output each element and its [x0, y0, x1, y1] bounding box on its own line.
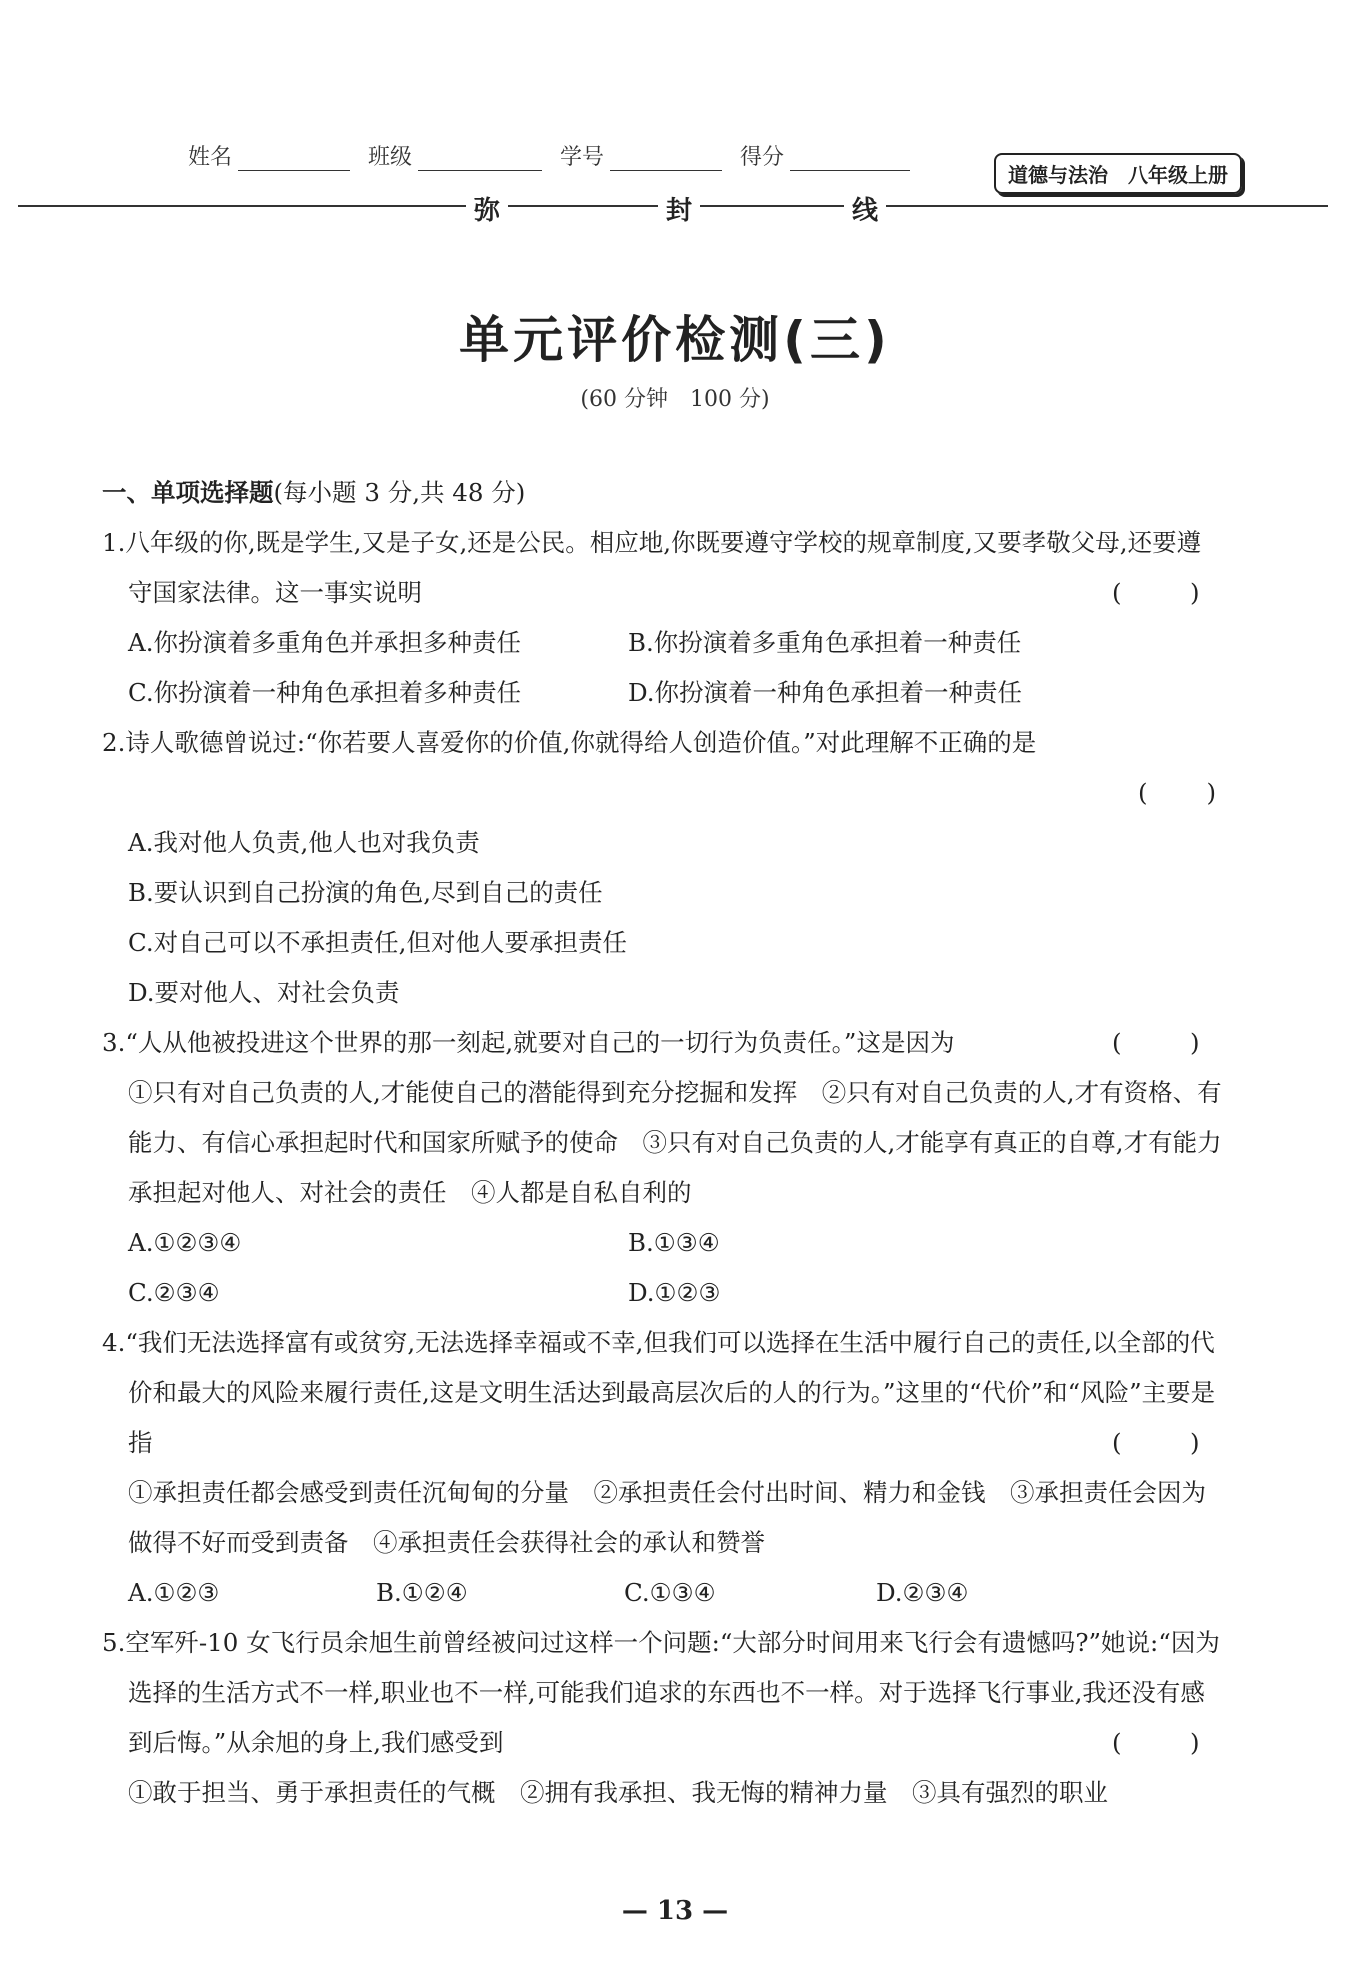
answer-blank[interactable]: [1138, 768, 1216, 818]
page-title: 单元评价检测(三): [459, 311, 891, 369]
page-number: — 13 —: [621, 1896, 729, 1926]
page-subtitle: (60 分钟 100 分): [580, 387, 770, 412]
answer-blank[interactable]: ( ): [1112, 1428, 1200, 1457]
question-4-text: 4.“我们无法选择富有或贫穷,无法选择幸福或不幸,但我们可以选择在生活中履行自己的责任,以全部的代价和最大的风险来履行责任,这是文明生活达到最高层次后的人的行为。”这里的“代价”和“风险”主要是指: [102, 1328, 1216, 1457]
question-2: [102, 718, 1222, 1018]
question-2-stem: [102, 718, 1222, 768]
name-label: 姓名: [188, 145, 233, 170]
question-4: [102, 1318, 1222, 1618]
question-3-text: 3.“人从他被投进这个世界的那一刻起,就要对自己的一切行为负责任。”这是因为: [102, 1028, 955, 1057]
option-d[interactable]: D.要对他人、对社会负责: [128, 978, 400, 1007]
option-c[interactable]: C.②③④: [128, 1278, 220, 1307]
name-field[interactable]: [188, 140, 350, 171]
question-4-stem: [102, 1318, 1222, 1468]
option-b[interactable]: B.①②④: [376, 1578, 468, 1607]
question-2-options: [102, 818, 1222, 1018]
paren-open: (: [1138, 778, 1148, 807]
answer-blank[interactable]: ( ): [1112, 1728, 1200, 1757]
name-blank-line[interactable]: [238, 144, 350, 171]
class-blank-line[interactable]: [418, 144, 542, 171]
question-4-options: [102, 1568, 1222, 1618]
section-title: 一、单项选择题: [102, 478, 274, 507]
question-1-text: 1.八年级的你,既是学生,又是子女,还是公民。相应地,你既要遵守学校的规章制度,又要孝敬父母,还要遵守国家法律。这一事实说明: [102, 528, 1202, 607]
question-1-options: [102, 618, 1222, 718]
section-note: (每小题 3 分,共 48 分): [273, 478, 526, 507]
option-c[interactable]: C.你扮演着一种角色承担着多种责任: [128, 678, 522, 707]
option-a[interactable]: A.①②③④: [128, 1228, 242, 1257]
question-3-options: [102, 1218, 1222, 1318]
option-c[interactable]: C.①③④: [624, 1578, 716, 1607]
option-b[interactable]: B.①③④: [628, 1228, 720, 1257]
score-blank-line[interactable]: [790, 144, 910, 171]
student-info-fields: [188, 140, 928, 171]
question-3: [102, 1018, 1222, 1318]
paren-close: ): [1206, 778, 1216, 807]
seal-char-1: 弥: [466, 190, 508, 227]
answer-blank[interactable]: ( ): [1112, 578, 1200, 607]
student-number-label: 学号: [560, 145, 605, 170]
question-5-text: 5.空军歼-10 女飞行员余旭生前曾经被问过这样一个问题:“大部分时间用来飞行会有遗憾吗?”她说:“因为选择的生活方式不一样,职业也不一样,可能我们追求的东西也不一样。对于选择飞行事业,我还没有感到后悔。”从余旭的身上,我们感受到: [102, 1628, 1220, 1757]
class-field[interactable]: [368, 140, 542, 171]
class-label: 班级: [368, 145, 413, 170]
score-label: 得分: [740, 145, 785, 170]
option-b[interactable]: B.要认识到自己扮演的角色,尽到自己的责任: [128, 878, 603, 907]
question-5-stem: [102, 1618, 1222, 1768]
student-number-blank-line[interactable]: [610, 144, 722, 171]
question-2-text: 2.诗人歌德曾说过:“你若要人喜爱你的价值,你就得给人创造价值。”对此理解不正确的是: [102, 728, 1037, 757]
question-4-statements: ①承担责任都会感受到责任沉甸甸的分量 ②承担责任会付出时间、精力和金钱 ③承担责任会因为做得不好而受到责备 ④承担责任会获得社会的承认和赞誉: [128, 1478, 1206, 1557]
option-d[interactable]: D.你扮演着一种角色承担着一种责任: [628, 678, 1023, 707]
option-a[interactable]: A.①②③: [128, 1578, 220, 1607]
seal-line: [18, 190, 1328, 224]
question-3-statements: ①只有对自己负责的人,才能使自己的潜能得到充分挖掘和发挥 ②只有对自己负责的人,才有资格、有能力、有信心承担起时代和国家所赋予的使命 ③只有对自己负责的人,才能享有真正的自尊,才有能力承担起对他人、对社会的责任 ④人都是自私自利的: [128, 1078, 1222, 1207]
question-list: [102, 468, 1222, 1818]
option-a[interactable]: A.我对他人负责,他人也对我负责: [128, 828, 480, 857]
answer-blank-row: [102, 768, 1222, 818]
option-d[interactable]: D.②③④: [876, 1578, 969, 1607]
option-a[interactable]: A.你扮演着多重角色并承担多种责任: [128, 628, 521, 657]
student-number-field[interactable]: [560, 140, 722, 171]
question-5: [102, 1618, 1222, 1818]
subject-grade-badge: 道德与法治 八年级上册: [994, 153, 1242, 194]
question-1: [102, 518, 1222, 718]
option-d[interactable]: D.①②③: [628, 1278, 721, 1307]
question-3-stem: [102, 1018, 1222, 1068]
score-field[interactable]: [740, 140, 910, 171]
seal-char-2: 封: [658, 190, 700, 227]
answer-blank[interactable]: ( ): [1112, 1028, 1200, 1057]
section-heading: [102, 468, 1222, 518]
question-1-stem: [102, 518, 1222, 618]
seal-char-3: 线: [844, 190, 886, 227]
option-c[interactable]: C.对自己可以不承担责任,但对他人要承担责任: [128, 928, 627, 957]
option-b[interactable]: B.你扮演着多重角色承担着一种责任: [628, 628, 1022, 657]
question-5-statements: ①敢于担当、勇于承担责任的气概 ②拥有我承担、我无悔的精神力量 ③具有强烈的职业: [128, 1778, 1108, 1807]
